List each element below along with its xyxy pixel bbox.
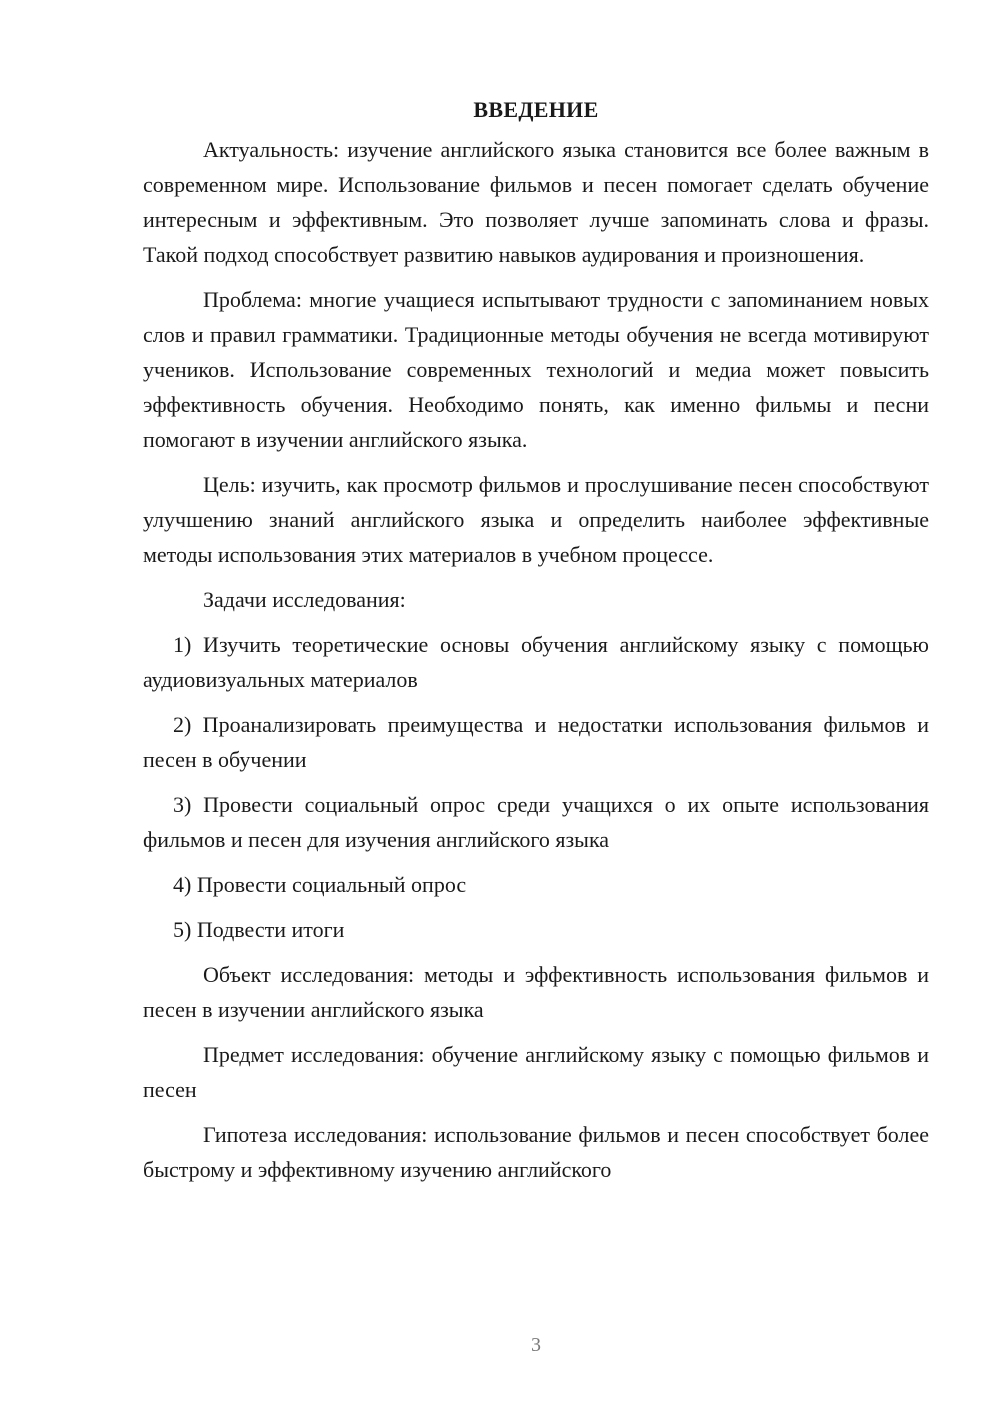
paragraph-goal: Цель: изучить, как просмотр фильмов и прослушивание песен способствуют улучшению знаний английского языка и определить наиболее эффективные методы использования этих материалов в учебном процессе. <box>143 472 929 567</box>
page-title: ВВЕДЕНИЕ <box>473 97 599 122</box>
list-item: 1) Изучить теоретические основы обучения английскому языку с помощью аудиовизуальных материалов <box>143 632 929 692</box>
tasks-list <box>143 627 929 947</box>
document-page <box>143 92 929 1187</box>
list-item: 3) Провести социальный опрос среди учащихся о их опыте использования фильмов и песен для изучения английского языка <box>143 792 929 852</box>
list-item: 2) Проанализировать преимущества и недостатки использования фильмов и песен в обучении <box>143 712 929 772</box>
list-item: 4) Провести социальный опрос <box>173 872 467 897</box>
paragraph-object: Объект исследования: методы и эффективность использования фильмов и песен в изучении английского языка <box>143 962 929 1022</box>
list-item: 5) Подвести итоги <box>173 917 345 942</box>
paragraph-problem: Проблема: многие учащиеся испытывают трудности с запоминанием новых слов и правил грамматики. Традиционные методы обучения не всегда мотивируют учеников. Использование современных технологий и медиа может повысить эффективность обучения. Необходимо понять, как именно фильмы и песни помогают в изучении английского языка. <box>143 287 929 452</box>
paragraph-hypothesis: Гипотеза исследования: использование фильмов и песен способствует более быстрому и эффективному изучению английского <box>143 1122 929 1182</box>
paragraph-relevance: Актуальность: изучение английского языка становится все более важным в современном мире. Использование фильмов и песен помогает сделать обучение интересным и эффективным. Это позволяет лучше запоминать слова и фразы. Такой подход способствует развитию навыков аудирования и произношения. <box>143 137 929 267</box>
tasks-heading: Задачи исследования: <box>203 587 406 612</box>
page-number: 3 <box>531 1334 541 1356</box>
paragraph-subject: Предмет исследования: обучение английскому языку с помощью фильмов и песен <box>143 1042 929 1102</box>
